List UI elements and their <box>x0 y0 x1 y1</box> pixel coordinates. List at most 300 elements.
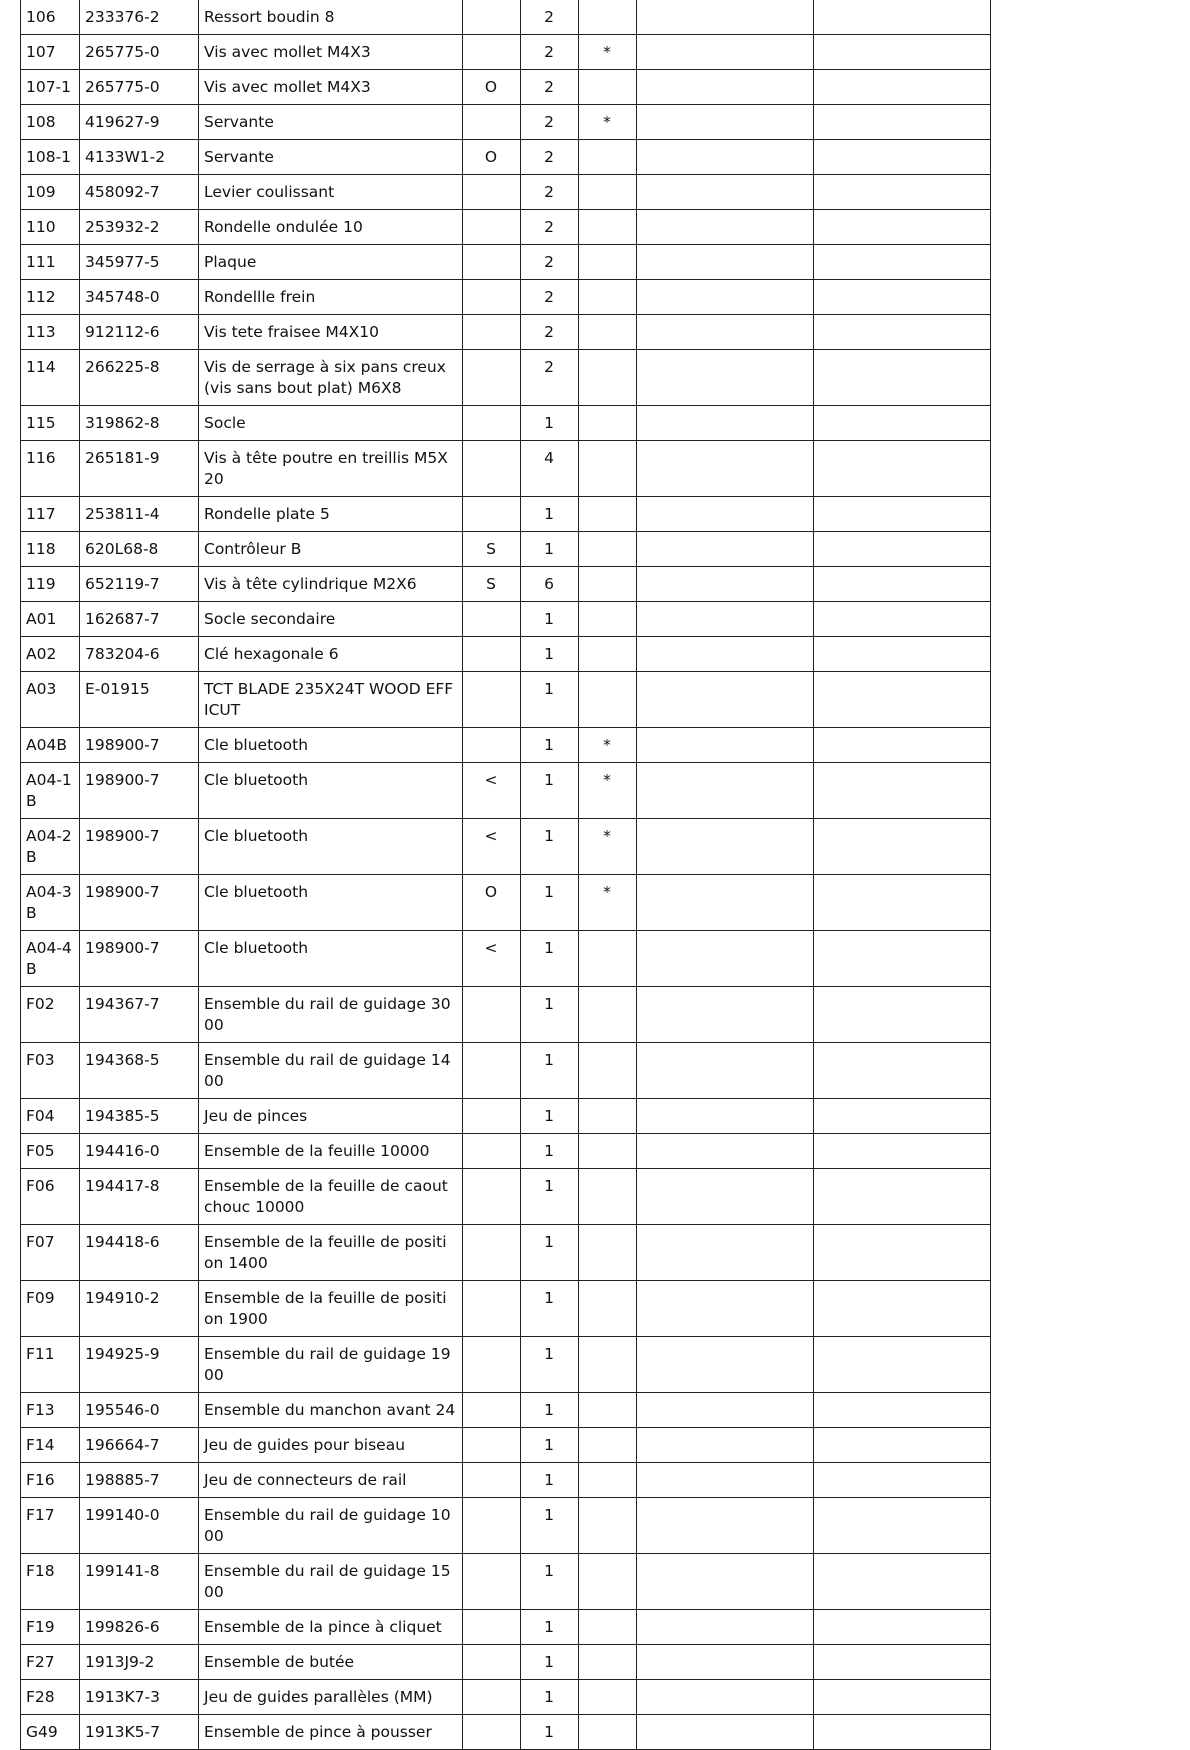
note-cell <box>463 1393 521 1428</box>
quantity-cell: 1 <box>521 763 579 819</box>
description-cell: Cle bluetooth <box>199 819 463 875</box>
quantity-cell: 1 <box>521 875 579 931</box>
description-cell: Ensemble de la feuille 10000 <box>199 1134 463 1169</box>
table-row <box>21 1715 991 1750</box>
table-row <box>21 1554 991 1610</box>
marker-cell <box>579 1134 637 1169</box>
description-cell: Ensemble de la pince à cliquet <box>199 1610 463 1645</box>
part-number-cell: 196664-7 <box>80 1428 199 1463</box>
marker-cell <box>579 931 637 987</box>
description-cell: Ensemble de la feuille de position 1400 <box>199 1225 463 1281</box>
empty-cell <box>814 763 991 819</box>
table-row <box>21 672 991 728</box>
marker-cell <box>579 637 637 672</box>
empty-cell <box>637 0 814 35</box>
quantity-cell: 1 <box>521 1134 579 1169</box>
note-cell <box>463 728 521 763</box>
note-cell <box>463 406 521 441</box>
part-number-cell: 345748-0 <box>80 280 199 315</box>
quantity-cell: 4 <box>521 441 579 497</box>
empty-cell <box>814 315 991 350</box>
table-row <box>21 210 991 245</box>
marker-cell: * <box>579 875 637 931</box>
quantity-cell: 2 <box>521 210 579 245</box>
empty-cell <box>814 1610 991 1645</box>
table-row <box>21 280 991 315</box>
marker-cell: * <box>579 819 637 875</box>
quantity-cell: 2 <box>521 140 579 175</box>
empty-cell <box>637 637 814 672</box>
item-number-cell: F28 <box>21 1680 80 1715</box>
item-number-cell: A04-3B <box>21 875 80 931</box>
table-row <box>21 350 991 406</box>
part-number-cell: 194385-5 <box>80 1099 199 1134</box>
description-cell: Ensemble du rail de guidage 1900 <box>199 1337 463 1393</box>
marker-cell <box>579 1169 637 1225</box>
description-cell: Ensemble de la feuille de caoutchouc 10000 <box>199 1169 463 1225</box>
empty-cell <box>637 245 814 280</box>
description-cell: Ensemble du rail de guidage 1500 <box>199 1554 463 1610</box>
part-number-cell: 198900-7 <box>80 728 199 763</box>
empty-cell <box>814 105 991 140</box>
marker-cell <box>579 210 637 245</box>
note-cell <box>463 350 521 406</box>
empty-cell <box>814 70 991 105</box>
item-number-cell: F09 <box>21 1281 80 1337</box>
part-number-cell: 195546-0 <box>80 1393 199 1428</box>
empty-cell <box>814 931 991 987</box>
empty-cell <box>637 819 814 875</box>
item-number-cell: F05 <box>21 1134 80 1169</box>
item-number-cell: F16 <box>21 1463 80 1498</box>
empty-cell <box>637 210 814 245</box>
empty-cell <box>814 728 991 763</box>
part-number-cell: 345977-5 <box>80 245 199 280</box>
quantity-cell: 1 <box>521 497 579 532</box>
quantity-cell: 1 <box>521 1225 579 1281</box>
quantity-cell: 1 <box>521 819 579 875</box>
empty-cell <box>637 140 814 175</box>
table-row <box>21 763 991 819</box>
table-row <box>21 1169 991 1225</box>
marker-cell: * <box>579 728 637 763</box>
description-cell: Cle bluetooth <box>199 931 463 987</box>
empty-cell <box>637 70 814 105</box>
part-number-cell: 458092-7 <box>80 175 199 210</box>
marker-cell <box>579 1680 637 1715</box>
table-row <box>21 1337 991 1393</box>
table-row <box>21 245 991 280</box>
description-cell: Vis de serrage à six pans creux (vis sans bout plat) M6X8 <box>199 350 463 406</box>
quantity-cell: 1 <box>521 1043 579 1099</box>
note-cell <box>463 1680 521 1715</box>
empty-cell <box>637 875 814 931</box>
table-row <box>21 1645 991 1680</box>
part-number-cell: 266225-8 <box>80 350 199 406</box>
empty-cell <box>814 567 991 602</box>
part-number-cell: 198900-7 <box>80 875 199 931</box>
item-number-cell: 118 <box>21 532 80 567</box>
note-cell: S <box>463 567 521 602</box>
table-row <box>21 315 991 350</box>
table-row <box>21 1134 991 1169</box>
marker-cell <box>579 1337 637 1393</box>
quantity-cell: 1 <box>521 1645 579 1680</box>
note-cell <box>463 602 521 637</box>
quantity-cell: 2 <box>521 70 579 105</box>
description-cell: Ensemble de butée <box>199 1645 463 1680</box>
item-number-cell: 113 <box>21 315 80 350</box>
empty-cell <box>637 728 814 763</box>
empty-cell <box>814 1393 991 1428</box>
empty-cell <box>814 819 991 875</box>
description-cell: Ressort boudin 8 <box>199 0 463 35</box>
marker-cell <box>579 1498 637 1554</box>
part-number-cell: 198885-7 <box>80 1463 199 1498</box>
note-cell <box>463 1463 521 1498</box>
empty-cell <box>637 1281 814 1337</box>
description-cell: Jeu de pinces <box>199 1099 463 1134</box>
note-cell <box>463 1428 521 1463</box>
empty-cell <box>637 532 814 567</box>
description-cell: Vis tete fraisee M4X10 <box>199 315 463 350</box>
empty-cell <box>814 1043 991 1099</box>
quantity-cell: 1 <box>521 1680 579 1715</box>
empty-cell <box>814 1498 991 1554</box>
quantity-cell: 6 <box>521 567 579 602</box>
empty-cell <box>637 1715 814 1750</box>
note-cell <box>463 672 521 728</box>
empty-cell <box>814 497 991 532</box>
quantity-cell: 1 <box>521 1281 579 1337</box>
empty-cell <box>814 245 991 280</box>
marker-cell <box>579 987 637 1043</box>
empty-cell <box>637 931 814 987</box>
part-number-cell: 162687-7 <box>80 602 199 637</box>
item-number-cell: 119 <box>21 567 80 602</box>
marker-cell <box>579 1393 637 1428</box>
empty-cell <box>637 1225 814 1281</box>
part-number-cell: 194417-8 <box>80 1169 199 1225</box>
description-cell: Levier coulissant <box>199 175 463 210</box>
empty-cell <box>814 280 991 315</box>
item-number-cell: 111 <box>21 245 80 280</box>
item-number-cell: 108 <box>21 105 80 140</box>
item-number-cell: F27 <box>21 1645 80 1680</box>
marker-cell <box>579 245 637 280</box>
parts-list-body <box>21 0 991 1750</box>
quantity-cell: 1 <box>521 1428 579 1463</box>
empty-cell <box>814 0 991 35</box>
item-number-cell: 116 <box>21 441 80 497</box>
part-number-cell: 198900-7 <box>80 931 199 987</box>
item-number-cell: F03 <box>21 1043 80 1099</box>
marker-cell: * <box>579 35 637 70</box>
description-cell: Cle bluetooth <box>199 875 463 931</box>
marker-cell <box>579 1554 637 1610</box>
item-number-cell: F18 <box>21 1554 80 1610</box>
marker-cell <box>579 1225 637 1281</box>
note-cell: O <box>463 875 521 931</box>
table-row <box>21 1043 991 1099</box>
quantity-cell: 1 <box>521 1169 579 1225</box>
empty-cell <box>814 1554 991 1610</box>
part-number-cell: 1913K7-3 <box>80 1680 199 1715</box>
item-number-cell: F14 <box>21 1428 80 1463</box>
table-row <box>21 987 991 1043</box>
note-cell <box>463 315 521 350</box>
quantity-cell: 1 <box>521 728 579 763</box>
empty-cell <box>637 1134 814 1169</box>
empty-cell <box>814 602 991 637</box>
part-number-cell: 265775-0 <box>80 70 199 105</box>
table-row <box>21 1428 991 1463</box>
empty-cell <box>637 567 814 602</box>
note-cell <box>463 210 521 245</box>
part-number-cell: 253932-2 <box>80 210 199 245</box>
quantity-cell: 2 <box>521 245 579 280</box>
marker-cell <box>579 1715 637 1750</box>
note-cell <box>463 987 521 1043</box>
marker-cell <box>579 532 637 567</box>
quantity-cell: 1 <box>521 1099 579 1134</box>
note-cell <box>463 441 521 497</box>
note-cell <box>463 637 521 672</box>
part-number-cell: 1913J9-2 <box>80 1645 199 1680</box>
part-number-cell: 783204-6 <box>80 637 199 672</box>
part-number-cell: 4133W1-2 <box>80 140 199 175</box>
empty-cell <box>637 105 814 140</box>
empty-cell <box>814 406 991 441</box>
empty-cell <box>814 1463 991 1498</box>
description-cell: Jeu de guides pour biseau <box>199 1428 463 1463</box>
part-number-cell: 419627-9 <box>80 105 199 140</box>
note-cell <box>463 245 521 280</box>
empty-cell <box>637 1337 814 1393</box>
marker-cell <box>579 315 637 350</box>
empty-cell <box>637 987 814 1043</box>
description-cell: Ensemble du rail de guidage 1000 <box>199 1498 463 1554</box>
description-cell: Ensemble de pince à pousser <box>199 1715 463 1750</box>
item-number-cell: 107-1 <box>21 70 80 105</box>
item-number-cell: 106 <box>21 0 80 35</box>
quantity-cell: 1 <box>521 406 579 441</box>
description-cell: Ensemble de la feuille de position 1900 <box>199 1281 463 1337</box>
description-cell: Vis avec mollet M4X3 <box>199 35 463 70</box>
part-number-cell: 199141-8 <box>80 1554 199 1610</box>
note-cell <box>463 280 521 315</box>
marker-cell <box>579 140 637 175</box>
empty-cell <box>637 1554 814 1610</box>
table-row <box>21 637 991 672</box>
table-row <box>21 1463 991 1498</box>
item-number-cell: A03 <box>21 672 80 728</box>
item-number-cell: F04 <box>21 1099 80 1134</box>
empty-cell <box>637 1680 814 1715</box>
item-number-cell: G49 <box>21 1715 80 1750</box>
empty-cell <box>637 175 814 210</box>
table-row <box>21 875 991 931</box>
part-number-cell: 265181-9 <box>80 441 199 497</box>
quantity-cell: 1 <box>521 1554 579 1610</box>
part-number-cell: 199140-0 <box>80 1498 199 1554</box>
marker-cell <box>579 0 637 35</box>
quantity-cell: 1 <box>521 637 579 672</box>
note-cell <box>463 0 521 35</box>
description-cell: Vis à tête poutre en treillis M5X20 <box>199 441 463 497</box>
empty-cell <box>814 441 991 497</box>
empty-cell <box>814 1134 991 1169</box>
empty-cell <box>637 1428 814 1463</box>
marker-cell <box>579 567 637 602</box>
empty-cell <box>637 441 814 497</box>
empty-cell <box>637 350 814 406</box>
item-number-cell: F07 <box>21 1225 80 1281</box>
marker-cell <box>579 1428 637 1463</box>
item-number-cell: 114 <box>21 350 80 406</box>
description-cell: Servante <box>199 105 463 140</box>
item-number-cell: A01 <box>21 602 80 637</box>
marker-cell <box>579 1463 637 1498</box>
description-cell: Jeu de connecteurs de rail <box>199 1463 463 1498</box>
table-row <box>21 441 991 497</box>
part-number-cell: 198900-7 <box>80 763 199 819</box>
note-cell: < <box>463 763 521 819</box>
empty-cell <box>637 1043 814 1099</box>
note-cell <box>463 1645 521 1680</box>
empty-cell <box>814 1281 991 1337</box>
note-cell <box>463 1043 521 1099</box>
note-cell: < <box>463 819 521 875</box>
table-row <box>21 931 991 987</box>
empty-cell <box>814 987 991 1043</box>
note-cell: S <box>463 532 521 567</box>
marker-cell <box>579 350 637 406</box>
part-number-cell: 265775-0 <box>80 35 199 70</box>
note-cell <box>463 497 521 532</box>
marker-cell <box>579 70 637 105</box>
description-cell: Socle secondaire <box>199 602 463 637</box>
part-number-cell: E-01915 <box>80 672 199 728</box>
note-cell <box>463 1134 521 1169</box>
marker-cell <box>579 1645 637 1680</box>
description-cell: Plaque <box>199 245 463 280</box>
marker-cell <box>579 441 637 497</box>
note-cell: O <box>463 70 521 105</box>
description-cell: Servante <box>199 140 463 175</box>
marker-cell: * <box>579 763 637 819</box>
note-cell <box>463 1337 521 1393</box>
quantity-cell: 1 <box>521 931 579 987</box>
table-row <box>21 105 991 140</box>
empty-cell <box>814 35 991 70</box>
part-number-cell: 194910-2 <box>80 1281 199 1337</box>
item-number-cell: A04-4B <box>21 931 80 987</box>
table-row <box>21 1498 991 1554</box>
marker-cell <box>579 497 637 532</box>
empty-cell <box>637 497 814 532</box>
table-row <box>21 175 991 210</box>
part-number-cell: 233376-2 <box>80 0 199 35</box>
empty-cell <box>814 1645 991 1680</box>
item-number-cell: 117 <box>21 497 80 532</box>
part-number-cell: 199826-6 <box>80 1610 199 1645</box>
description-cell: Contrôleur B <box>199 532 463 567</box>
empty-cell <box>814 1337 991 1393</box>
empty-cell <box>814 1099 991 1134</box>
note-cell <box>463 1498 521 1554</box>
description-cell: Ensemble du manchon avant 24 <box>199 1393 463 1428</box>
empty-cell <box>814 1428 991 1463</box>
description-cell: Vis à tête cylindrique M2X6 <box>199 567 463 602</box>
table-row <box>21 728 991 763</box>
item-number-cell: A04B <box>21 728 80 763</box>
empty-cell <box>814 672 991 728</box>
empty-cell <box>814 1680 991 1715</box>
marker-cell <box>579 1043 637 1099</box>
quantity-cell: 2 <box>521 35 579 70</box>
note-cell: < <box>463 931 521 987</box>
empty-cell <box>814 1715 991 1750</box>
quantity-cell: 1 <box>521 987 579 1043</box>
description-cell: Clé hexagonale 6 <box>199 637 463 672</box>
table-row <box>21 1281 991 1337</box>
description-cell: Ensemble du rail de guidage 3000 <box>199 987 463 1043</box>
description-cell: Rondelle ondulée 10 <box>199 210 463 245</box>
table-row <box>21 532 991 567</box>
quantity-cell: 1 <box>521 1393 579 1428</box>
table-row <box>21 35 991 70</box>
item-number-cell: A02 <box>21 637 80 672</box>
empty-cell <box>814 532 991 567</box>
description-cell: Jeu de guides parallèles (MM) <box>199 1680 463 1715</box>
note-cell <box>463 1715 521 1750</box>
empty-cell <box>637 602 814 637</box>
quantity-cell: 2 <box>521 280 579 315</box>
marker-cell: * <box>579 105 637 140</box>
empty-cell <box>814 210 991 245</box>
parts-list-table <box>20 0 991 1750</box>
table-row <box>21 1099 991 1134</box>
part-number-cell: 194368-5 <box>80 1043 199 1099</box>
quantity-cell: 1 <box>521 1610 579 1645</box>
description-cell: Rondellle frein <box>199 280 463 315</box>
note-cell <box>463 1225 521 1281</box>
empty-cell <box>637 1463 814 1498</box>
quantity-cell: 2 <box>521 105 579 140</box>
description-cell: Ensemble du rail de guidage 1400 <box>199 1043 463 1099</box>
quantity-cell: 2 <box>521 350 579 406</box>
table-row <box>21 406 991 441</box>
item-number-cell: A04-1B <box>21 763 80 819</box>
item-number-cell: F02 <box>21 987 80 1043</box>
quantity-cell: 1 <box>521 1715 579 1750</box>
note-cell <box>463 35 521 70</box>
empty-cell <box>814 875 991 931</box>
quantity-cell: 1 <box>521 602 579 637</box>
table-row <box>21 0 991 35</box>
part-number-cell: 198900-7 <box>80 819 199 875</box>
note-cell <box>463 1099 521 1134</box>
quantity-cell: 2 <box>521 175 579 210</box>
note-cell <box>463 1281 521 1337</box>
note-cell <box>463 1610 521 1645</box>
item-number-cell: F06 <box>21 1169 80 1225</box>
empty-cell <box>637 672 814 728</box>
table-row <box>21 819 991 875</box>
marker-cell <box>579 1281 637 1337</box>
empty-cell <box>637 1498 814 1554</box>
